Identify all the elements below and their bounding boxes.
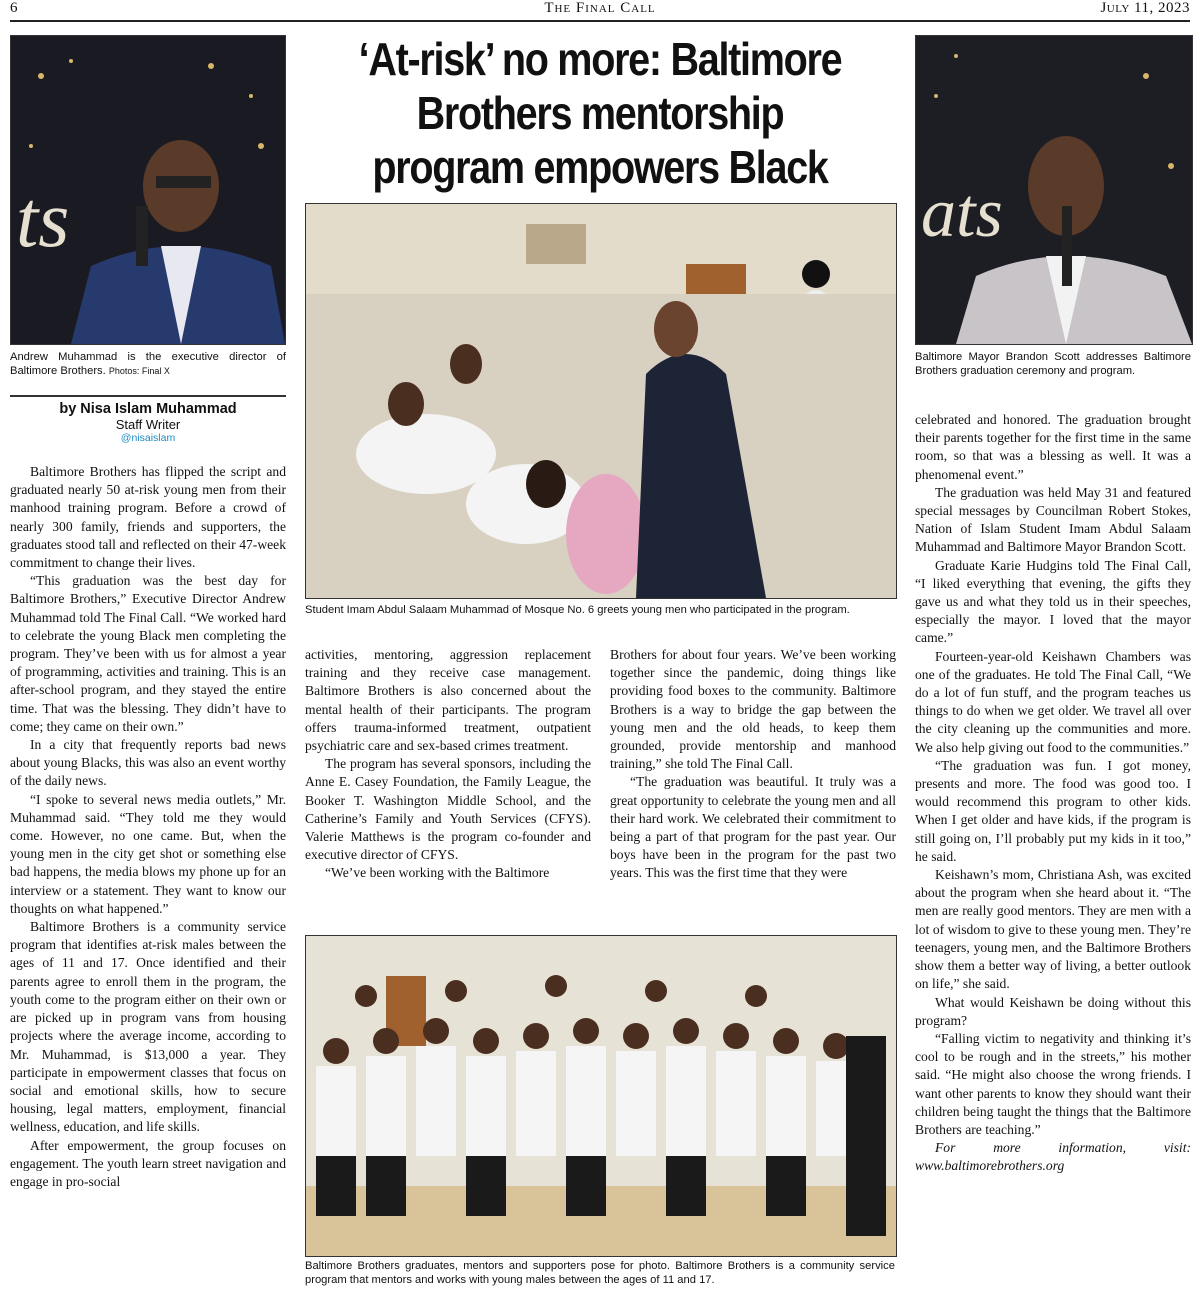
paragraph: Graduate Karie Hudgins told The Final Call, “I liked everything that evening, the gifts they gave us and what they told us in their speeches, especially the mayor. I loved that the mayor came.” [915,557,1191,646]
page-header [10,0,1190,22]
article-headline: ‘At-risk’ no more: Baltimore Brothers mentorship program empowers Black [358,33,842,193]
caption-center-bottom-text: Baltimore Brothers graduates, mentors and supporters pose for photo. Baltimore Brothers is a community service program that mentors and works with young males between the ages of 11 and 17. [305,1260,895,1286]
article-column-3 [610,646,896,926]
paragraph: “I spoke to several news media outlets,” Mr. Muhammad said. “They told me they would come. However, no one came. But, when the young men in the city get shot or something else bad happens, the media blows my phone up for an interview or a statement. They want to know our thoughts on what happened.” [10,791,286,916]
caption-right-photo [915,350,1191,378]
caption-right-text: Baltimore Mayor Brandon Scott addresses Baltimore Brothers graduation ceremony and program. [915,351,1191,377]
paragraph: Fourteen-year-old Keishawn Chambers was one of the graduates. He told The Final Call, “We do a lot of fun stuff, and the program teaches us things to do when we get older. We travel all over the city cleaning up the communities and more. We also help giving out food to the communities.” [915,648,1191,755]
paragraph: Baltimore Brothers has flipped the script and graduated nearly 50 at-risk young men from their manhood training program. Before a crowd of nearly 300 family, friends and supporters, the graduates stood tall and reflected on their 47-week commitment to change their lives. [10,464,286,571]
article-column-4 [915,411,1191,1297]
paragraph: “The graduation was fun. I got money, presents and more. The food was good too. I would recommend this program to other kids. When I get older and have kids, if the program is still going on, I’ll probably put my kids in it too,” he said. [915,757,1191,864]
paragraph: What would Keishawn be doing without this program? [915,994,1191,1028]
article-column-1 [10,463,286,1295]
paragraph: Brothers for about four years. We’ve been working together since the pandemic, doing things like providing food boxes to the community. Baltimore Brothers is a way to bridge the gap between the young men and the old heads, to keep them grounded, provide mentorship and manhood training,” she told The Final Call. [610,647,896,772]
paragraph: “Falling victim to negativity and thinking it’s cool to be rough and in the streets,” his mother said. “He might also choose the wrong friends. I want other parents to know they should want their children being taught the things that the Baltimore Brothers are teaching.” [915,1030,1191,1137]
paragraph: The program has several sponsors, including the Anne E. Casey Foundation, the Family League, the Booker T. Washington Middle School, and the Catherine’s Family and Youth Services (CFYS). Valerie Matthews is the program co-founder and executive director of CFYS. [305,756,591,863]
author-role: Staff Writer [115,417,181,432]
photo-graduates-group [305,935,897,1257]
paragraph: In a city that frequently reports bad news about young Blacks, this was also an event worthy of the daily news. [10,737,286,789]
byline [10,395,286,445]
caption-center-top-text: Student Imam Abdul Salaam Muhammad of Mosque No. 6 greets young men who participated in the program. [305,604,850,616]
photo-andrew-muhammad [10,35,286,345]
paragraph: “This graduation was the best day for Baltimore Brothers,” Executive Director Andrew Muhammad told The Final Call. “We worked hard to celebrate the young Black men completing the program. They’ve been with us for almost a year of programming, activities and training. This is an after-school program, and they stayed the entire time. That was the blessing. They didn’t have to come; they came on their own.” [10,573,286,734]
author-handle[interactable]: @nisaislam [120,432,176,444]
author-name: by Nisa Islam Muhammad [59,401,237,417]
caption-center-bottom-photo [305,1259,895,1287]
paragraph: Keishawn’s mom, Christiana Ash, was excited about the program when she heard about it. “The men are really good mentors. They are men with a lot of wisdom to give to these young men. They’re teenagers, young men, and the Baltimore Brothers show them a better way of living, a better outlook on life,” she said. [915,867,1191,992]
newspaper-name: The Final Call [544,0,656,16]
issue-date: July 11, 2023 [1100,0,1190,16]
paragraph: Baltimore Brothers is a community service program that identifies at-risk males between the ages of 11 and 17. Once identified and their parents agree to enroll them in the program, the youth come to the program either on their own or are picked up in program vans from housing projects where the average income, according to Mr. Muhammad, is $13,000 a year. They participate in empowerment classes that focus on social and emotional skills, how to secure housing, legal matters, employment, financial wellness, education, and life skills. [10,919,286,1135]
svg-text:ats: ats [921,175,1003,252]
paragraph: celebrated and honored. The graduation brought their parents together for the first time in the same room, so that was a blessing as well. It was a phenomenal event.” [915,412,1191,482]
article-column-2 [305,646,591,926]
svg-text:ts: ts [16,176,70,264]
caption-center-top-photo [305,603,895,617]
caption-left-text: Andrew Muhammad is the executive director of Baltimore Brothers. [10,351,286,377]
paragraph: “The graduation was beautiful. It truly was a great opportunity to celebrate the young men and all their hard work. We celebrated their commitment to being a part of that program for the past year. Our boys have been in the program for the past two years. This was the first time that they were [610,774,896,881]
more-info-link[interactable]: For more information, visit: www.baltimorebrothers.org [915,1140,1191,1174]
caption-left-photo [10,350,286,378]
paragraph: “We’ve been working with the Baltimore [325,865,550,881]
photo-imam-greeting [305,203,897,599]
photo-mayor-brandon-scott [915,35,1193,345]
photo-credit: Photos: Final X [108,366,170,376]
paragraph: After empowerment, the group focuses on engagement. The youth learn street navigation and engage in pro-social [10,1137,286,1189]
page-number: 6 [10,0,18,16]
paragraph: activities, mentoring, aggression replacement training and they receive case management. Baltimore Brothers is also concerned about the mental health of their participants. The program offers trauma-informed treatment, outpatient psychiatric care and sex-based crimes treatment. [305,647,591,754]
paragraph: The graduation was held May 31 and featured special messages by Councilman Robert Stokes, Nation of Islam Student Imam Abdul Salaam Muhammad and Baltimore Mayor Brandon Scott. [915,484,1191,555]
